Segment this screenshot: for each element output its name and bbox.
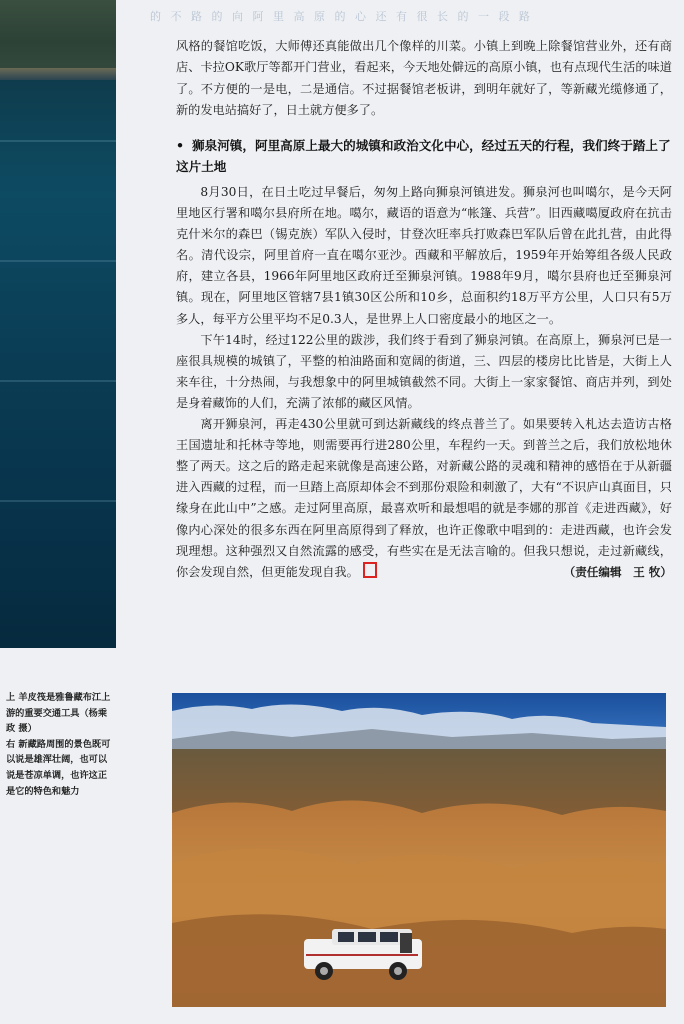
end-mark-icon: [363, 562, 377, 578]
bullet-dot: •: [176, 138, 185, 153]
article-paragraph-text: 离开狮泉河，再走430公里就可到达新藏线的终点普兰了。如果要转入札达去造访古格王国遗址和托林寺等地，则需要再行进280公里，车程约一天。到普兰之后，我们放松地休整了两天。这之后的路走起来就像是高速公路，对新藏公路的灵魂和精神的感悟在于从新疆进入西藏的过程，而一旦踏上高原却体会不到那份艰险和刺激了，大有“不识庐山真面目，只缘身在此山中”之感。走过阿里高原，最喜欢听和最想唱的就是李娜的那首《走进西藏》，好像内心深处的很多东西在阿里高原得到了释放，也许正像歌中唱到的：走进西藏，也许会发现理想。这种强烈又自然流露的感受，有些实在是无法言喻的。但我只想说，走过新藏线，你会发现自然，但更能发现自我。: [176, 417, 672, 579]
article-paragraph: 下午14时，经过122公里的跋涉，我们终于看到了狮泉河镇。在高原上，狮泉河已是一座很具规模的城镇了，平整的柏油路面和宽阔的街道，三、四层的楼房比比皆是，大街上人来车往，十分热闹，与我想象中的阿里城镇截然不同。大街上一家家餐馆、商店并列，到处是身着藏饰的人们，充满了浓郁的藏区风情。: [176, 332, 672, 410]
photo-caption: [6, 690, 116, 799]
caption-top: 上 羊皮筏是雅鲁藏布江上游的重要交通工具（杨乘政 摄）: [6, 692, 111, 735]
faded-header-text: 的 不 路 的 向 阿 里 高 原 的 心 还 有 很 长 的 一 段 路: [150, 10, 533, 23]
intro-paragraph-block: [176, 36, 672, 121]
river-photo: [0, 0, 116, 648]
water-ripple: [0, 260, 116, 262]
desert-landscape-photo: [172, 693, 666, 1007]
river-shore: [0, 68, 116, 80]
water-ripple: [0, 500, 116, 502]
water-ripple: [0, 380, 116, 382]
section-subhead: [176, 135, 672, 177]
article-paragraph: 8月30日，在日土吃过早餐后，匆匆上路向狮泉河镇进发。狮泉河也叫噶尔，是今天阿里地区行署和噶尔县府所在地。噶尔，藏语的语意为“帐篷、兵营”。旧西藏噶厦政府在抗击克什米尔的森巴（锡克族）军队入侵时，甘登次旺率兵打败森巴军队后曾在此扎营，由此得名。清代设宗，阿里首府一直在噶尔亚沙。西藏和平解放后，1959年开始筹组各级人民政府，建立各县，1966年阿里地区政府迁至狮泉河镇。1988年9月，噶尔县府也迁至狮泉河镇。现在，阿里地区管辖7县1镇30区公所和10乡，总面积约18万平方公里，人口只有5万多人，每平方公里平均不足0.3人，是世界上人口密度最小的地区之一。: [176, 185, 672, 326]
desert-scene-svg: [172, 693, 666, 1007]
water-ripple: [0, 140, 116, 142]
editor-credit: （责任编辑 王 牧）: [563, 564, 672, 579]
main-article-body: [176, 182, 672, 583]
intro-paragraph: 风格的餐馆吃饭，大师傅还真能做出几个像样的川菜。小镇上到晚上除餐馆营业外，还有商店、卡拉OK歌厅等都开门营业，看起来，今天地处僻远的高原小镇，也有点现代生活的味道了。不方便的一是电，二是通信。不过据餐馆老板讲，到明年就好了，等新藏光缆修通了，新的发电站搞好了，日土就方便多了。: [176, 39, 672, 117]
subhead-text: 狮泉河镇，阿里高原上最大的城镇和政治文化中心，经过五天的行程，我们终于踏上了这片土地: [176, 138, 671, 174]
article-paragraph: [176, 414, 672, 583]
caption-right: 右 新藏路周围的景色既可以说是雄浑壮阔，也可以说是苍凉单调，也许这正是它的特色和魅力: [6, 738, 111, 797]
river-bank: [0, 0, 116, 70]
